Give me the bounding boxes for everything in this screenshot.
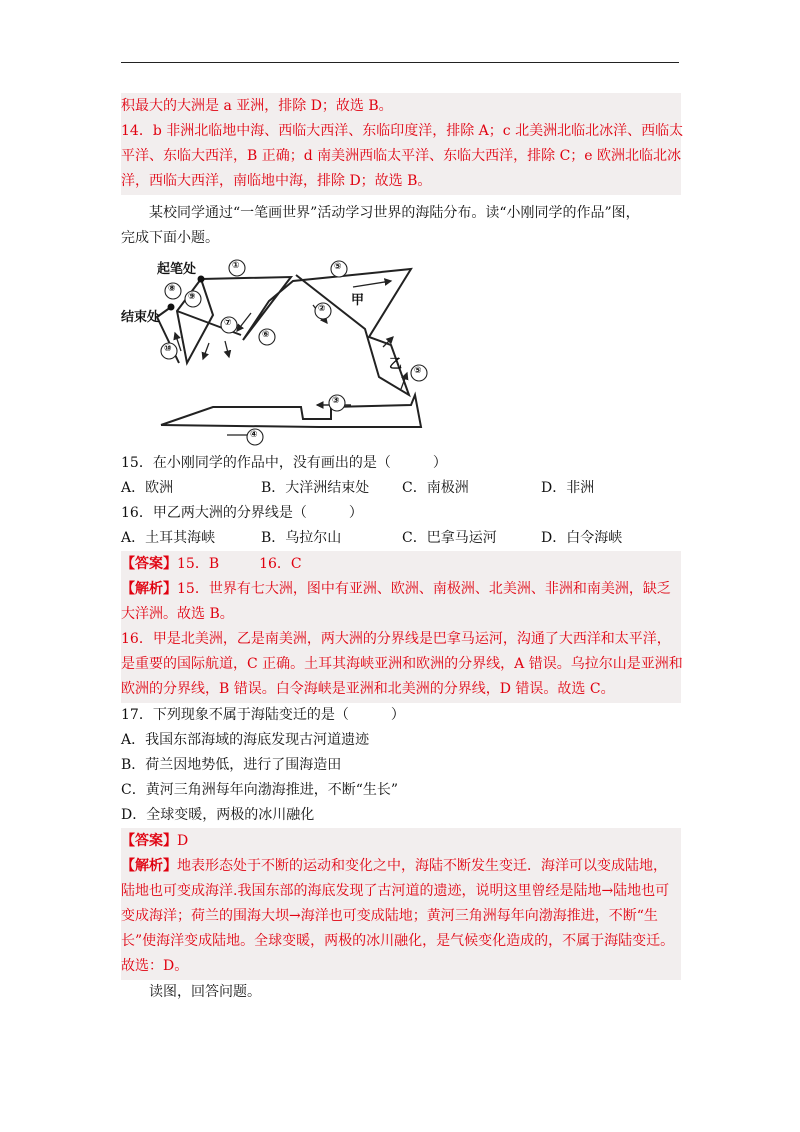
answer-line: 平洋、东临大西洋，B 正确；d 南美洲西临太平洋、东临大西洋，排除 C；e 欧洲北临北冰 (121, 148, 682, 164)
explanation-line (121, 577, 681, 602)
question-16-options (121, 526, 681, 551)
marker-8: ⑧ (168, 284, 176, 294)
marker-1: ① (232, 261, 240, 271)
marker-3: ③ (332, 396, 340, 406)
explanation-text: 地表形态处于不断的运动和变化之中，海陆不断发生变迁．海洋可以变成陆地， (177, 858, 667, 874)
footer-instruction: 读图，回答问题。 (149, 984, 261, 1000)
marker-9: ⑨ (188, 292, 196, 302)
option-d: D．非洲 (541, 480, 595, 496)
header-rule (121, 62, 679, 63)
answer-line (121, 552, 681, 577)
option-a: A．欧洲 (121, 480, 174, 496)
explanation-line: 大洋洲。故选 B。 (121, 606, 234, 622)
explanation-line: 是重要的国际航道，C 正确。土耳其海峡亚洲和欧洲的分界线，A 错误。乌拉尔山是亚洲和 (121, 656, 683, 672)
explanation-line: 陆地也可变成海洋.我国东部的海底发现了古河道的遗迹，说明这里曾经是陆地→陆地也可 (121, 883, 670, 899)
option-a: A．我国东部海域的海底发现古河道遗迹 (121, 732, 370, 748)
answer-17: D (177, 833, 189, 849)
start-label: 起笔处 (157, 262, 197, 277)
end-label: 结束处 (121, 310, 161, 325)
answer-block-14 (121, 93, 684, 195)
option-c: C．南极洲 (402, 480, 469, 496)
explanation-text: 15．世界有七大洲，图中有亚洲、欧洲、南极洲、北美洲、非洲和南美洲，缺乏 (177, 581, 671, 597)
explanation-line: 欧洲的分界线，B 错误。白令海峡是亚洲和北美洲的分界线，D 错误。故选 C。 (121, 681, 615, 697)
explanation-line: 16．甲是北美洲，乙是南美洲，两大洲的分界线是巴拿马运河，沟通了大西洋和太平洋， (121, 631, 671, 647)
answer-16: 16．C (259, 556, 302, 572)
explanation-line: 长”使海洋变成陆地。全球变暖，两极的冰川融化，是气候变化造成的，不属于海陆变迁。 (121, 933, 675, 949)
answer-tag: 【答案】 (121, 556, 177, 572)
answer-tag: 【答案】 (121, 833, 177, 849)
intro-text: 某校同学通过“一笔画世界”活动学习世界的海陆分布。读“小刚同学的作品”图， (149, 205, 640, 221)
explanation-line (121, 854, 681, 879)
question-17-stem: 17．下列现象不属于海陆变迁的是（ ） (121, 707, 405, 723)
answer-block-17 (121, 828, 681, 980)
marker-5b: ⑤ (414, 366, 422, 376)
question-16-stem: 16．甲乙两大洲的分界线是（ ） (121, 505, 363, 521)
answer-15: 15．B (177, 556, 220, 572)
option-a: A．土耳其海峡 (121, 530, 216, 546)
option-c: C．黄河三角洲每年向渤海推进，不断“生长” (121, 782, 399, 798)
answer-line (121, 829, 681, 854)
answer-line: 14．b 非洲北临地中海、西临大西洋、东临印度洋，排除 A；c 北美洲北临北冰洋、西临太 (121, 123, 684, 139)
answer-line: 积最大的大洲是 a 亚洲，排除 D；故选 B。 (121, 98, 393, 114)
question-15-stem: 15．在小刚同学的作品中，没有画出的是（ ） (121, 455, 447, 471)
option-b: B．荷兰因地势低，进行了围海造田 (121, 757, 342, 773)
marker-5: ⑤ (334, 262, 342, 272)
marker-4: ④ (250, 430, 258, 440)
continent-jia-label: 甲 (351, 293, 365, 308)
explanation-line: 故选：D。 (121, 958, 189, 974)
option-b: B．乌拉尔山 (261, 530, 342, 546)
document-body (121, 93, 684, 1005)
option-c: C．巴拿马运河 (402, 530, 497, 546)
marker-2: ② (318, 304, 326, 314)
marker-6: ⑥ (262, 330, 270, 340)
option-d: D．全球变暖，两极的冰川融化 (121, 807, 315, 823)
intro-text: 完成下面小题。 (121, 230, 219, 246)
continent-yi-label: 乙 (389, 357, 403, 372)
answer-block-15-16 (121, 551, 681, 703)
explanation-line: 变成海洋；荷兰的围海大坝→海洋也可变成陆地；黄河三角洲每年向渤海推进，不断“生 (121, 908, 658, 924)
explanation-tag: 【解析】 (121, 581, 177, 597)
answer-line: 洋，西临大西洋，南临地中海，排除 D；故选 B。 (121, 173, 432, 189)
option-d: D．白令海峡 (541, 530, 623, 546)
question-15-options (121, 476, 681, 501)
marker-10: ⑩ (164, 344, 172, 354)
option-b: B．大洋洲结束处 (261, 480, 370, 496)
explanation-tag: 【解析】 (121, 858, 177, 874)
marker-7: ⑦ (224, 318, 232, 328)
one-stroke-world-figure (121, 255, 441, 447)
